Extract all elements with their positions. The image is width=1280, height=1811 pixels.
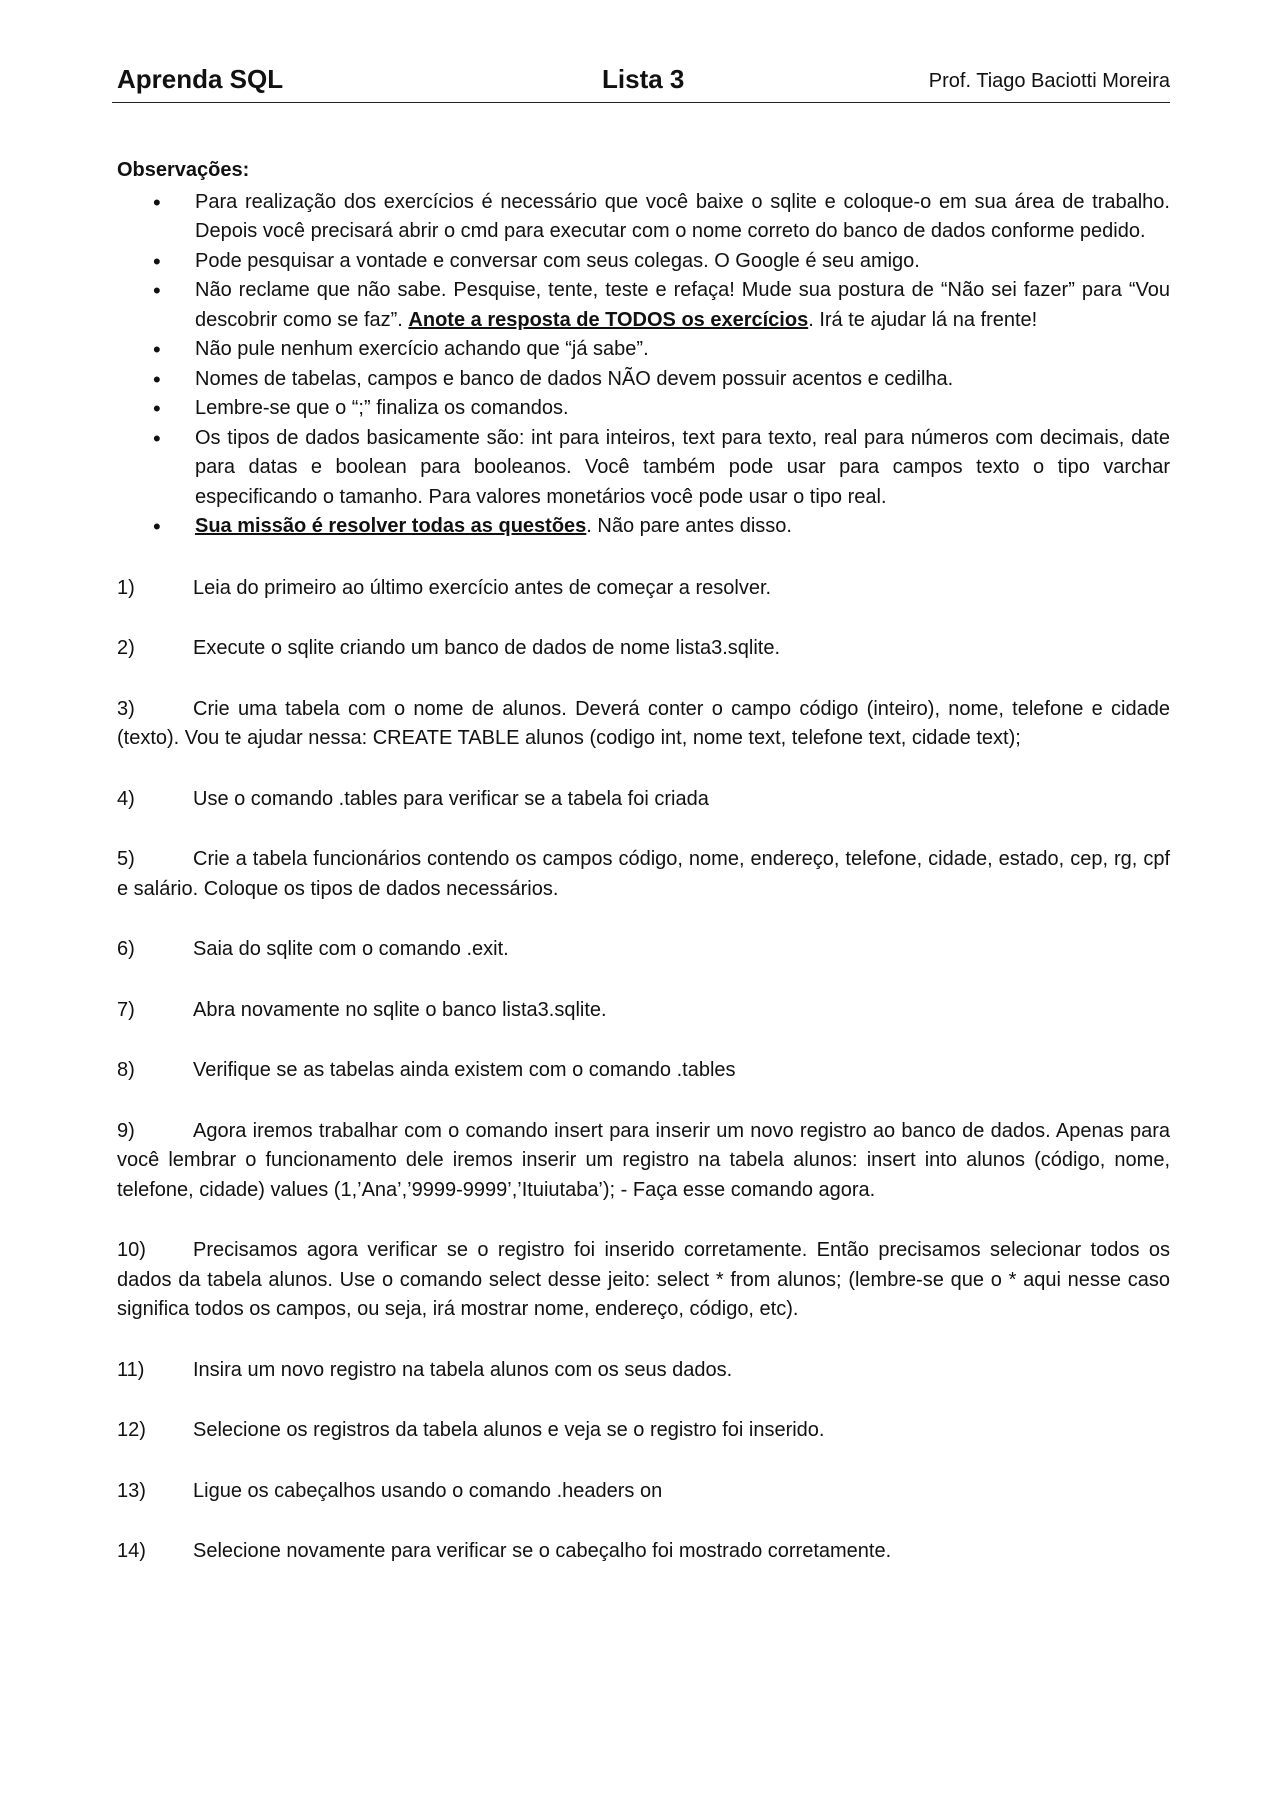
list-item [117, 394, 1170, 424]
page-header [112, 58, 1170, 103]
list-item [117, 512, 1170, 542]
observation-emphasis: Anote a resposta de TODOS os exercícios [408, 308, 809, 331]
exercise-number: 8) [117, 1059, 135, 1081]
exercise-3 [117, 695, 1170, 754]
exercise-5 [117, 845, 1170, 904]
exercise-text: Selecione novamente para verificar se o cabeçalho foi mostrado corretamente. [193, 1540, 892, 1562]
exercise-number: 4) [117, 787, 135, 810]
bullet-icon: • [153, 248, 161, 274]
list-item [117, 276, 1170, 335]
exercise-text: Crie a tabela funcionários contendo os campos código, nome, endereço, telefone, cidade, estado, cep, rg, cpf e salário. Coloque os tipos de dados necessários. [117, 848, 1170, 900]
list-item [117, 247, 1170, 277]
exercise-number: 13) [117, 1479, 146, 1502]
observation-text: Para realização dos exercícios é necessário que você baixe o sqlite e coloque-o em sua área de trabalho. Depois você precisará abrir o cmd para executar com o nome correto do banco de dados conforme pedido. [195, 190, 1170, 242]
exercise-text: Verifique se as tabelas ainda existem com o comando .tables [193, 1059, 736, 1081]
bullet-icon: • [153, 278, 161, 303]
observation-text: Não reclame que não sabe. Pesquise, tente, teste e refaça! Mude sua postura de “Não sei fazer” para “Vou descobrir como se faz”. [195, 279, 1170, 331]
exercise-10 [117, 1236, 1170, 1325]
exercise-number: 9) [117, 1119, 135, 1142]
observation-text: Nomes de tabelas, campos e banco de dados NÃO devem possuir acentos e cedilha. [195, 367, 954, 390]
exercise-text: Ligue os cabeçalhos usando o comando .headers on [193, 1479, 663, 1502]
exercise-text: Leia do primeiro ao último exercício antes de começar a resolver. [193, 576, 772, 599]
header-professor: Prof. Tiago Baciotti Moreira [928, 70, 1170, 92]
bullet-icon: • [153, 425, 161, 451]
exercise-6 [117, 935, 1170, 965]
exercise-number: 7) [117, 998, 135, 1021]
list-item [117, 188, 1170, 247]
exercise-number: 1) [117, 576, 135, 599]
exercise-14 [117, 1537, 1170, 1567]
exercise-7 [117, 996, 1170, 1026]
exercise-number: 3) [117, 697, 135, 720]
observation-text: Lembre-se que o “;” finaliza os comandos. [195, 397, 569, 419]
exercise-number: 6) [117, 938, 135, 960]
exercise-text: Execute o sqlite criando um banco de dados de nome lista3.sqlite. [193, 637, 781, 659]
observation-text: . Irá te ajudar lá na frente! [808, 308, 1038, 331]
exercise-number: 11) [117, 1358, 145, 1381]
exercise-number: 10) [117, 1239, 146, 1261]
header-list-title: Lista 3 [602, 64, 685, 94]
exercise-9 [117, 1117, 1170, 1206]
bullet-icon: • [153, 396, 161, 421]
exercise-text: Crie uma tabela com o nome de alunos. Deverá conter o campo código (inteiro), nome, telefone e cidade (texto). Vou te ajudar nessa: CREATE TABLE alunos (codigo int, nome text, telefone text, cidade text); [117, 697, 1170, 749]
list-item [117, 365, 1170, 395]
exercise-number: 14) [117, 1540, 146, 1562]
observation-text: Não pule nenhum exercício achando que “já sabe”. [195, 338, 649, 360]
exercise-text: Precisamos agora verificar se o registro foi inserido corretamente. Então precisamos selecionar todos os dados da tabela alunos. Use o comando select desse jeito: select * from alunos; (lembre-se que o * aqui nesse caso significa todos os campos, ou seja, irá mostrar nome, endereço, código, etc). [117, 1239, 1170, 1320]
exercise-text: Selecione os registros da tabela alunos e veja se o registro foi inserido. [193, 1419, 825, 1441]
list-item [117, 335, 1170, 365]
observation-text: Os tipos de dados basicamente são: int para inteiros, text para texto, real para números com decimais, date para datas e boolean para booleanos. Você também pode usar para campos texto o tipo varchar especificando o tamanho. Para valores monetários você pode usar o tipo real. [195, 426, 1170, 508]
list-item [117, 424, 1170, 513]
exercise-13 [117, 1477, 1170, 1507]
exercise-text: Use o comando .tables para verificar se a tabela foi criada [193, 787, 709, 810]
exercise-11 [117, 1356, 1170, 1386]
document-body [117, 156, 1170, 1567]
bullet-icon: • [153, 189, 161, 215]
exercise-8 [117, 1056, 1170, 1086]
exercise-2 [117, 634, 1170, 664]
observation-text: Pode pesquisar a vontade e conversar com seus colegas. O Google é seu amigo. [195, 249, 920, 272]
exercise-number: 12) [117, 1419, 146, 1441]
observation-text: . Não pare antes disso. [586, 515, 792, 537]
observations-heading: Observações: [117, 159, 250, 181]
exercise-text: Agora iremos trabalhar com o comando insert para inserir um novo registro ao banco de dados. Apenas para você lembrar o funcionamento dele iremos inserir um registro na tabela alunos: insert into alunos (código, nome, telefone, cidade) values (1,’Ana’,’9999-9999’,’Ituiutaba’); - Faça esse comando agora. [117, 1119, 1170, 1201]
exercise-text: Insira um novo registro na tabela alunos com os seus dados. [193, 1358, 733, 1381]
header-course-title: Aprenda SQL [117, 64, 284, 94]
bullet-icon: • [153, 514, 161, 539]
bullet-icon: • [153, 366, 161, 392]
observation-emphasis: Sua missão é resolver todas as questões [195, 515, 587, 537]
exercise-text: Saia do sqlite com o comando .exit. [193, 938, 509, 960]
observations-list [117, 188, 1170, 542]
exercise-number: 5) [117, 848, 135, 870]
exercise-12 [117, 1416, 1170, 1446]
exercise-4 [117, 785, 1170, 815]
exercise-number: 2) [117, 637, 135, 659]
exercise-1 [117, 574, 1170, 604]
exercise-text: Abra novamente no sqlite o banco lista3.sqlite. [193, 998, 607, 1021]
bullet-icon: • [153, 337, 161, 362]
